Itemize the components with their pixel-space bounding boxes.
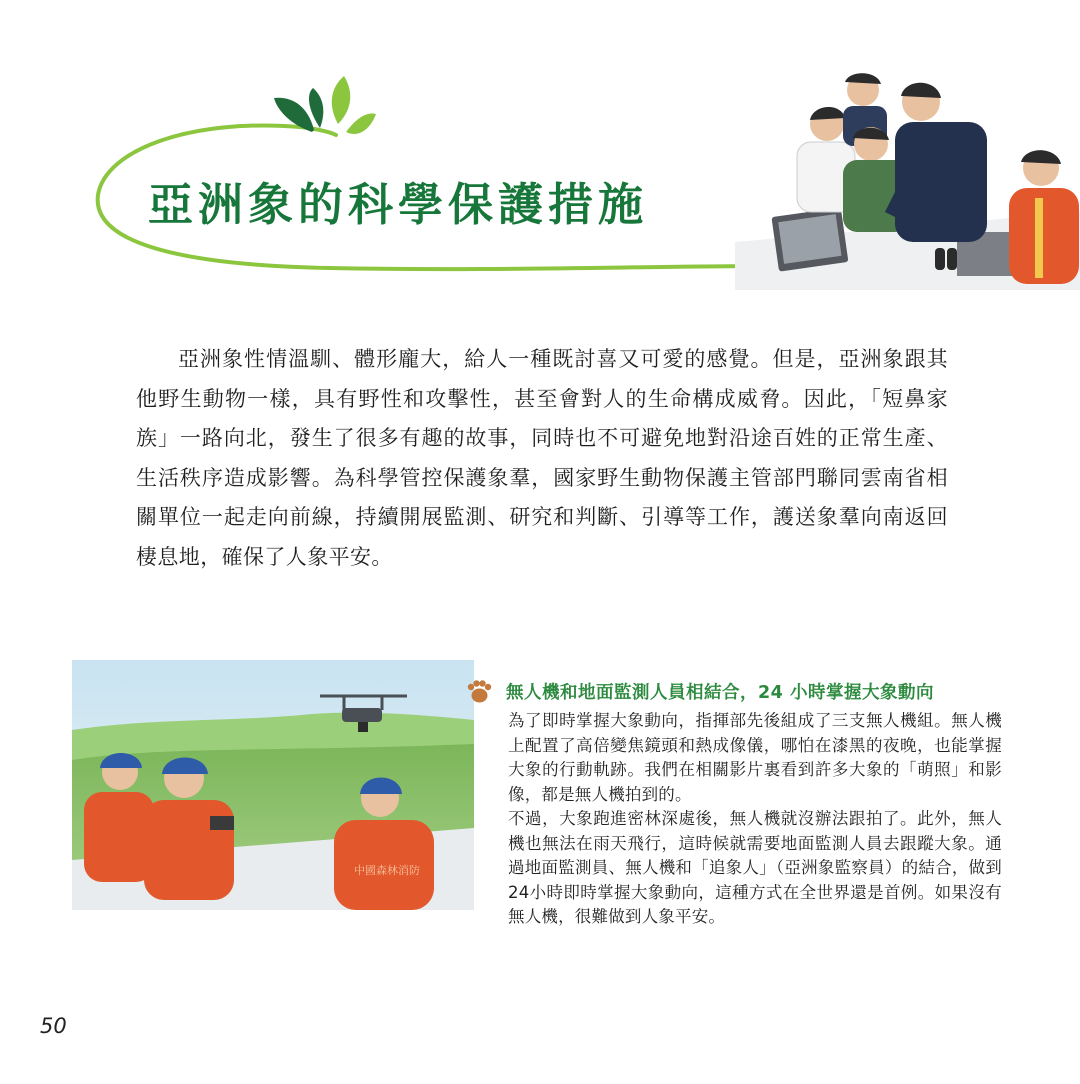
intro-paragraph bbox=[136, 340, 948, 577]
section-heading bbox=[466, 679, 934, 704]
page-title: 亞洲象的科學保護措施 bbox=[148, 178, 649, 231]
title-swoosh-decoration bbox=[0, 0, 760, 290]
section-paragraph-1: 為了即時掌握大象動向，指揮部先後組成了三支無人機組。無人機上配置了高倍變焦鏡頭和熱成像儀，哪怕在漆黑的夜晚，也能掌握大象的行動軌跡。我們在相關影片裏看到許多大象的「萌照」和影像，都是無人機拍到的。 bbox=[508, 711, 1002, 804]
section-paragraph-2: 不過，大象跑進密林深處後，無人機就沒辦法跟拍了。此外，無人機也無法在雨天飛行，這時候就需要地面監測人員去跟蹤大象。通過地面監測員、無人機和「追象人」（亞洲象監察員）的結合，做到24小時即時掌握大象動向，這種方式在全世界還是首例。如果沒有無人機，很難做到人象平安。 bbox=[508, 809, 1002, 926]
paw-icon bbox=[466, 680, 492, 704]
drone-monitoring-illustration bbox=[72, 660, 474, 910]
section-body bbox=[508, 709, 1002, 930]
jacket-label: 中國森林消防 bbox=[354, 864, 420, 877]
section-heading-text: 無人機和地面監測人員相結合，24 小時掌握大象動向 bbox=[506, 683, 934, 703]
rescue-team-illustration bbox=[735, 62, 1080, 290]
intro-text: 亞洲象性情溫馴、體形龐大，給人一種既討喜又可愛的感覺。但是，亞洲象跟其他野生動物一樣，具有野性和攻擊性，甚至會對人的生命構成威脅。因此，「短鼻家族」一路向北，發生了很多有趣的故事，同時也不可避免地對沿途百姓的正常生產、生活秩序造成影響。為科學管控保護象羣，國家野生動物保護主管部門聯同雲南省相關單位一起走向前線，持續開展監測、研究和判斷、引導等工作，護送象羣向南返回棲息地，確保了人象平安。 bbox=[136, 347, 948, 569]
page-number: 50 bbox=[40, 1014, 67, 1038]
